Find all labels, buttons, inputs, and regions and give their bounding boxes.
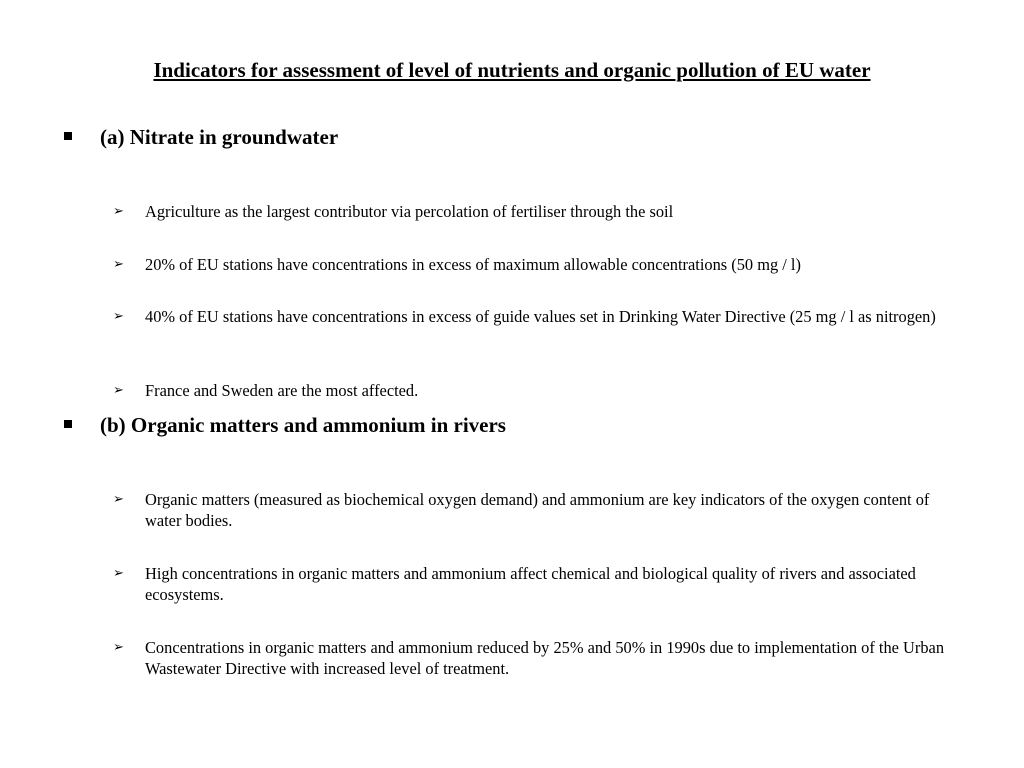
square-bullet-icon <box>64 420 72 428</box>
list-item-text: Agriculture as the largest contributor via percolation of fertiliser through the soil <box>145 202 674 221</box>
list-item-text: High concentrations in organic matters and ammonium affect chemical and biological quality of rivers and associated ecosystems. <box>145 564 916 604</box>
square-bullet-icon <box>64 132 72 140</box>
arrowhead-bullet-icon: ➢ <box>113 640 124 655</box>
arrowhead-bullet-icon: ➢ <box>113 309 124 324</box>
arrowhead-bullet-icon: ➢ <box>113 257 124 272</box>
section-heading-row <box>0 412 1024 442</box>
arrowhead-bullet-icon: ➢ <box>113 566 124 581</box>
slide-title: Indicators for assessment of level of nutrients and organic pollution of EU water <box>153 58 871 82</box>
list-item <box>0 489 1024 531</box>
list-item <box>0 637 1024 679</box>
arrowhead-bullet-icon: ➢ <box>113 383 124 398</box>
section-organic-matters <box>0 412 1024 678</box>
list-item <box>0 380 1024 401</box>
section-nitrate <box>0 124 1024 400</box>
list-item-text: 20% of EU stations have concentrations in excess of maximum allowable concentrations (50 mg / l) <box>145 255 801 274</box>
arrowhead-bullet-icon: ➢ <box>113 492 124 507</box>
list-item-text: Organic matters (measured as biochemical oxygen demand) and ammonium are key indicators of the oxygen content of water bodies. <box>145 490 930 530</box>
list-item <box>0 254 1024 275</box>
section-heading: (a) Nitrate in groundwater <box>100 125 339 149</box>
list-item-text: France and Sweden are the most affected. <box>145 381 419 400</box>
section-heading-row <box>0 124 1024 154</box>
section-heading: (b) Organic matters and ammonium in rivers <box>100 413 506 437</box>
list-item <box>0 306 1024 327</box>
list-item <box>0 563 1024 605</box>
list-item-text: Concentrations in organic matters and ammonium reduced by 25% and 50% in 1990s due to implementation of the Urban Wastewater Directive with increased level of treatment. <box>145 638 945 678</box>
list-item-text: 40% of EU stations have concentrations in excess of guide values set in Drinking Water Directive (25 mg / l as nitrogen) <box>145 307 936 326</box>
list-item <box>0 201 1024 222</box>
arrowhead-bullet-icon: ➢ <box>113 204 124 219</box>
